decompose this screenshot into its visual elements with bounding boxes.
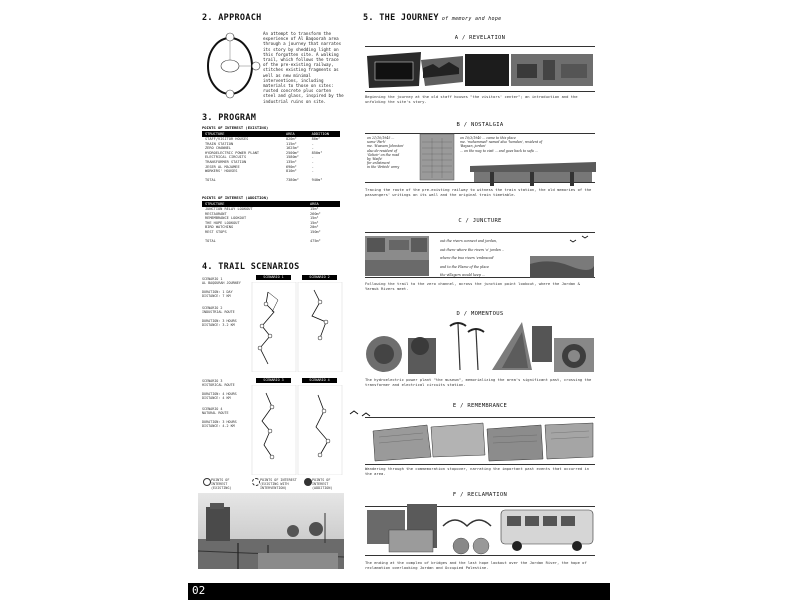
table-cell: REMEMBRANCE LOOKOUT: [205, 216, 247, 221]
caption-c: Following the trail to the zero channel, across the junction point lookout, where the Jordan & Yarmuk Rivers meet.: [365, 281, 580, 291]
table-total-row: [202, 239, 340, 244]
table-cell: JUNCTION RELAY LOOKOUT: [205, 207, 253, 211]
journey-heading: [363, 13, 501, 23]
legend-intervention-icon: [252, 478, 260, 486]
table-cell: -: [311, 146, 314, 151]
momentous-collage: [362, 318, 596, 376]
table-cell: 260m²: [310, 211, 321, 216]
river-photo: [530, 232, 596, 278]
table-cell: -: [311, 155, 314, 160]
section-title-d: D / MOMENTOUS: [456, 311, 504, 317]
site-photo: [198, 493, 344, 569]
table-cell: TOTAL: [205, 178, 216, 183]
table-cell: WORKERS' HOUSES: [205, 169, 238, 174]
table-cell: 20m²: [310, 225, 319, 230]
legend-label: POINTS OF INTEREST (ADDITION): [312, 478, 333, 491]
section-title-e: E / REMEMBRANCE: [452, 403, 508, 409]
table-cell: -: [311, 164, 314, 169]
page-number: 02: [192, 584, 206, 597]
remembrance-collage: [365, 417, 595, 463]
reclamation-collage: [365, 500, 597, 556]
journey-subtitle: of memory and hope: [441, 16, 502, 22]
table-cell: 810m²: [285, 169, 297, 174]
table-cell: RESTAURANT: [205, 211, 227, 216]
table-cell: 2500m²: [285, 150, 299, 155]
timetable-image: [418, 132, 456, 182]
existing-table-title: POINTS OF INTEREST (EXISTING): [202, 125, 269, 130]
trail-map-bottom: [248, 385, 344, 475]
scenario-label: SCENARIO 4 NATURAL ROUTE DURATION: 3 HOURS DISTANCE: 4.2 KM: [202, 407, 237, 428]
scenario-label: SCENARIO 2 INDUSTRIAL ROUTE DURATION: 3 HOURS DISTANCE: 3.2 KM: [202, 306, 237, 327]
table-cell: THE HOPE LOOKOUT: [205, 220, 240, 225]
section-title-c: C / JUNCTURE: [458, 218, 502, 224]
scenario-label: SCENARIO 1 AL BAQOURAH JOURNEY DURATION: 1 DAY DISTANCE: 7 KM: [202, 277, 241, 298]
nostalgia-note-right: on 10/3/1940 ... came to this place me. 'mohammed' named also 'homdan', resident of 'Baysan, jordan' ... on the way to visit ... and goes back to safa ...: [460, 136, 543, 153]
table-cell: 475m²: [310, 239, 321, 244]
revelation-collage: [365, 46, 595, 90]
col-header: STRUCTURE: [202, 201, 307, 207]
table-cell: 15m²: [310, 207, 319, 211]
caption-b: Tracing the route of the pre-existing railway to witness the train station, the old memories of the passengers' writings on its wall and the original train timetable.: [365, 187, 592, 197]
table-cell: -: [311, 159, 314, 164]
table-cell: 15m²: [310, 220, 319, 225]
section-title-a: A / REVELATION: [454, 35, 506, 41]
trails-heading: 4. TRAIL SCENARIOS: [202, 262, 300, 272]
table-cell: 135m²: [285, 159, 297, 164]
table-cell: 115m²: [285, 141, 297, 146]
col-header: ADDITION: [309, 131, 340, 137]
table-cell: TRANSFORMER STATION: [205, 159, 247, 164]
trail-map-top: [248, 282, 344, 372]
col-header: AREA: [283, 131, 309, 137]
table-cell: 690m²: [285, 164, 297, 169]
table-cell: STAFF/VISITOR HOUSES: [205, 137, 249, 141]
scenario-label: SCENARIO 3 HISTORICAL ROUTE DURATION: 4 HOURS DISTANCE: 4 KM: [202, 379, 237, 400]
juncture-note: out the rivers connect and jordan, out there where the rivers 'o' jordan .. where the two rivers 'embraced' and to the Flame of the place the villagers would keep ...: [440, 239, 504, 277]
approach-text: An attempt to transform the experience of Al Baqoorah area through a journey that narrates its story by shedding light on this forgotten site. A walking trail, which follows the trace of the pre-existing railway, stitches existing fragments as well as new minimal interventions, including materials to those on sites: rusted concrete plus corten steel and glass, inspired by the industrial ruins on site.: [263, 31, 344, 104]
table-cell: HYDROELECTRIC POWER PLANT: [205, 150, 260, 155]
table-cell: 80m²: [311, 137, 321, 141]
table-cell: 1580m²: [285, 155, 299, 160]
scenario-head: SCENARIO 3: [256, 378, 291, 383]
approach-diagram: [200, 28, 262, 100]
table-cell: BIRD WATCHING: [205, 225, 234, 230]
table-cell: REST STOPS: [205, 229, 227, 234]
caption-e: Wandering through the commemoration stopover, narrating the important past events that occurred in the area.: [365, 466, 590, 476]
section-title-f: F / RECLAMATION: [452, 492, 508, 498]
addition-poi-table: [202, 201, 340, 244]
page-footer: [188, 583, 610, 600]
scenario-head: SCENARIO 4: [302, 378, 337, 383]
section-title-b: B / NOSTALGIA: [456, 122, 504, 128]
table-cell: 850m²: [311, 150, 323, 155]
table-cell: JESER AL MAJAMEE: [205, 164, 240, 169]
table-cell: TOTAL: [205, 239, 216, 244]
legend-addition-icon: [304, 478, 312, 486]
journey-title: 5. THE JOURNEY: [363, 13, 439, 23]
scenario-head: SCENARIO 2: [302, 275, 337, 280]
caption-d: The hydroelectric power plant "the museum", memorializing the area's significant past, crossing the transformer and electrical circuits station.: [365, 377, 592, 387]
table-total-row: [202, 178, 340, 183]
col-header: STRUCTURE: [202, 131, 283, 137]
addition-table-title: POINTS OF INTEREST (ADDITION): [202, 195, 269, 200]
table-cell: 150m²: [310, 229, 321, 234]
channel-photo: [363, 232, 431, 278]
table-cell: 1625m²: [285, 146, 299, 151]
table-cell: 940m²: [311, 178, 323, 183]
table-cell: 820m²: [285, 137, 297, 141]
legend-label: POINTS OF INTEREST (EXISTING): [211, 478, 232, 491]
scenario-head: SCENARIO 1: [256, 275, 291, 280]
approach-heading: 2. APPROACH: [202, 13, 262, 23]
table-cell: ZERO CHANNEL: [205, 146, 231, 151]
legend-existing-icon: [203, 478, 211, 486]
existing-poi-table: [202, 131, 340, 183]
col-header: AREA: [307, 201, 340, 207]
program-heading: 3. PROGRAM: [202, 113, 257, 123]
table-cell: -: [311, 169, 314, 174]
table-cell: ELECTRICAL CIRCUITS: [205, 155, 247, 160]
legend-label: POINTS OF INTEREST (EXISTING WITH INTERVENTION): [260, 478, 297, 491]
caption-a: Beginning the journey at the old staff houses "the visitors' center"; an introduction and the unfolding the site's story.: [365, 94, 578, 104]
table-cell: -: [311, 141, 314, 146]
table-cell: 7380m²: [285, 178, 299, 183]
station-photo: [470, 160, 596, 186]
caption-f: The ending at the complex of bridges and the last hope lookout over the Jordan River, the hope of reclamation overlooking Jordan and Occupied Palestine.: [365, 560, 587, 570]
nostalgia-note-left: on 21/10/1945 ... some 'Farh' me. 'Hussam Johnston' also de-resident of 'Gebeir' on the road by 'Haifa' for enlistment in the 'British' army: [367, 136, 404, 170]
table-cell: TRAIN STATION: [205, 141, 234, 146]
table-cell: 15m²: [310, 216, 319, 221]
